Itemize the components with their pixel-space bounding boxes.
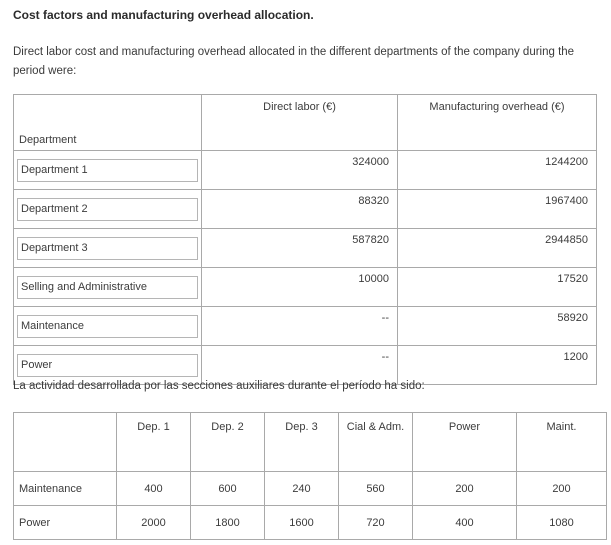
cell-labor: 10000 xyxy=(202,268,398,307)
table-cell: 400 xyxy=(413,506,517,540)
cell-overhead: 1967400 xyxy=(398,190,597,229)
header-empty xyxy=(14,413,117,472)
table-row xyxy=(14,268,597,307)
row-department-name: Selling and Administrative xyxy=(17,276,198,299)
cell-overhead: 2944850 xyxy=(398,229,597,268)
table-cell: 200 xyxy=(517,472,607,506)
page-title: Cost factors and manufacturing overhead allocation. xyxy=(13,8,314,22)
header-cial-adm: Cial & Adm. xyxy=(339,413,413,472)
cell-labor: 88320 xyxy=(202,190,398,229)
cell-labor: 587820 xyxy=(202,229,398,268)
table-row xyxy=(14,190,597,229)
intro-text: Direct labor cost and manufacturing overhead allocated in the different departments of the company during the period were: xyxy=(13,46,575,77)
table-row xyxy=(14,151,597,190)
table-row xyxy=(14,472,607,506)
header-dep-1: Dep. 1 xyxy=(117,413,191,472)
cell-overhead: 1200 xyxy=(398,346,597,385)
table-row xyxy=(14,307,597,346)
table-cell: 200 xyxy=(413,472,517,506)
cell-overhead: 1244200 xyxy=(398,151,597,190)
table-cell: 1080 xyxy=(517,506,607,540)
header-department: Department xyxy=(14,95,202,151)
row-department-name: Department 3 xyxy=(17,237,198,260)
header-direct-labor: Direct labor (€) xyxy=(202,95,398,151)
table-row xyxy=(14,346,597,385)
activity-subtitle: La actividad desarrollada por las secciones auxiliares durante el período ha sido: xyxy=(13,380,425,392)
table-row xyxy=(14,229,597,268)
row-department-name: Department 2 xyxy=(17,198,198,221)
auxiliary-activity-table xyxy=(13,412,607,540)
header-maint: Maint. xyxy=(517,413,607,472)
table-cell: 400 xyxy=(117,472,191,506)
table-cell: 560 xyxy=(339,472,413,506)
table-cell: 2000 xyxy=(117,506,191,540)
header-power: Power xyxy=(413,413,517,472)
row-department-name: Power xyxy=(17,354,198,377)
header-manufacturing-overhead: Manufacturing overhead (€) xyxy=(398,95,597,151)
table-cell: 1800 xyxy=(191,506,265,540)
table-cell: 240 xyxy=(265,472,339,506)
labor-overhead-table xyxy=(13,94,597,385)
row-label: Power xyxy=(14,506,117,540)
table-cell: 600 xyxy=(191,472,265,506)
row-department-name: Department 1 xyxy=(17,159,198,182)
table-row xyxy=(14,506,607,540)
header-dep-3: Dep. 3 xyxy=(265,413,339,472)
table-header-row xyxy=(14,413,607,472)
row-label: Maintenance xyxy=(14,472,117,506)
table-cell: 720 xyxy=(339,506,413,540)
cell-labor: -- xyxy=(202,346,398,385)
cell-labor: 324000 xyxy=(202,151,398,190)
cell-overhead: 17520 xyxy=(398,268,597,307)
row-department-name: Maintenance xyxy=(17,315,198,338)
cell-overhead: 58920 xyxy=(398,307,597,346)
header-dep-2: Dep. 2 xyxy=(191,413,265,472)
table-header-row xyxy=(14,95,597,151)
cell-labor: -- xyxy=(202,307,398,346)
table-cell: 1600 xyxy=(265,506,339,540)
